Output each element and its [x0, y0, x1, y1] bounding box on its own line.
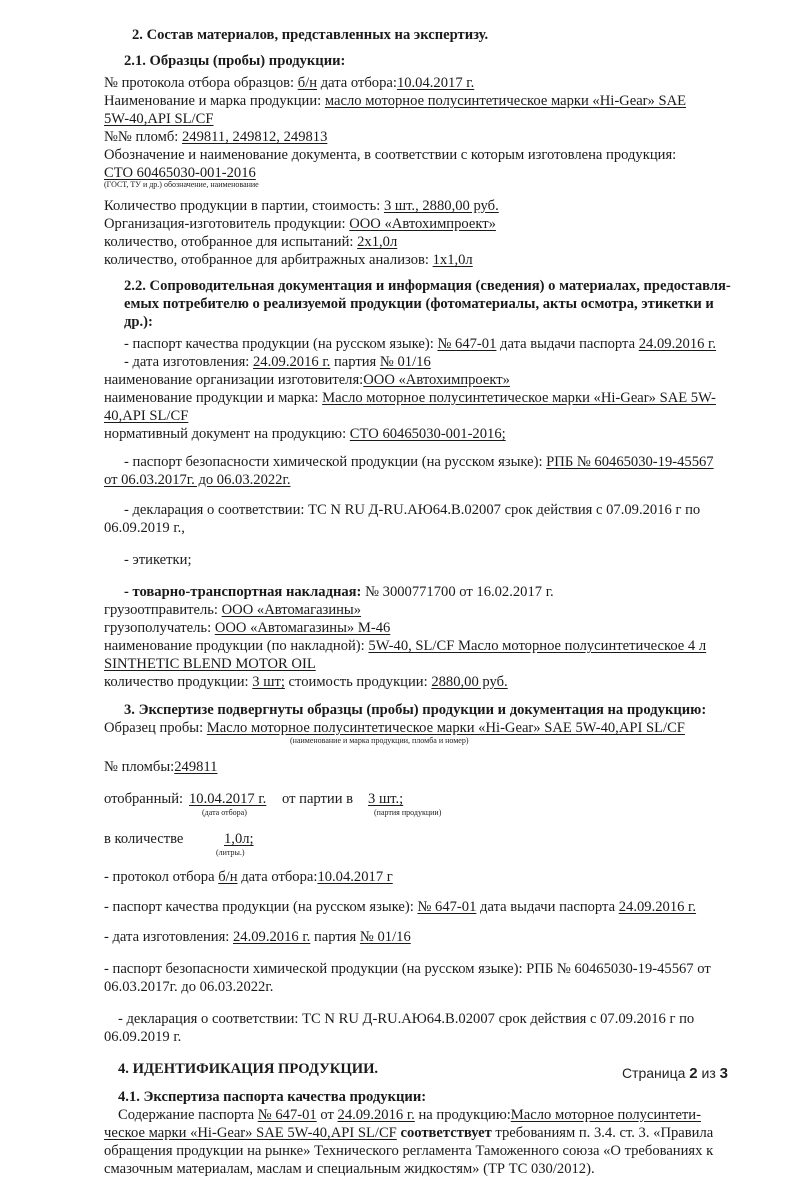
complies-word: соответствует: [400, 1125, 492, 1141]
amount: 1,0л;: [224, 831, 254, 847]
waybill-quantity: 3 шт;: [252, 674, 285, 690]
page-footer: Страница 2 из 3: [621, 1065, 728, 1082]
section-3-title: 3. Экспертизе подвергнуты образцы (пробы) продукции и документация на продукцию:: [124, 702, 707, 718]
amount-line: в количестве 1,0л; (литры.): [104, 831, 254, 857]
manufacturer-org: ООО «Автохимпроект»: [363, 372, 510, 388]
passport-number-3: № 647-01: [417, 899, 477, 915]
safety-passport-line: - паспорт безопасности химической продукции (на русском языке): РПБ № 60465030-19-45567: [124, 454, 714, 470]
passport-content-line-4: смазочным материалам, маслам и специальным жидкостям» (ТР ТС 030/2012).: [104, 1161, 595, 1177]
manufacturer: ООО «Автохимпроект»: [349, 216, 496, 232]
manufacture-date: 24.09.2016 г.: [253, 354, 331, 370]
consignee-line: грузополучатель: ООО «Автомагазины» М-46: [104, 620, 391, 636]
shipper-line: грузоотправитель: ООО «Автомагазины»: [104, 602, 362, 618]
protocol-number-3: б/н: [218, 869, 238, 885]
quality-passport-line-3: - паспорт качества продукции (на русском языке): № 647-01 дата выдачи паспорта 24.09.2016 г.: [104, 899, 697, 915]
manufacture-date-line-3: - дата изготовления: 24.09.2016 г. партия № 01/16: [104, 929, 411, 945]
seal-line: № пломбы:249811: [104, 759, 218, 775]
section-4-1-title: 4.1. Экспертиза паспорта качества продукции:: [118, 1089, 427, 1105]
arbitration-quantity: 1х1,0л: [432, 252, 473, 268]
waybill-quantity-line: количество продукции: 3 шт; стоимость продукции: 2880,00 руб.: [104, 674, 508, 690]
safety-passport-line-3-cont: 06.03.2017г. до 06.03.2022г.: [104, 979, 274, 995]
batch-note: (партия продукции): [374, 808, 442, 817]
section-2-2-title: 2.2. Сопроводительная документация и информация (сведения) о материалах, предоставля-: [124, 278, 731, 294]
manufacturer-org-line: наименование организации изготовителя:ООО «Автохимпроект»: [104, 372, 510, 388]
passport-date-3: 24.09.2016 г.: [618, 899, 697, 915]
waybill-product: 5W-40, SL/CF Масло моторное полусинтетическое 4 л: [368, 638, 707, 654]
seals-line: №№ пломб: 249811, 249812, 249813: [104, 129, 328, 145]
batch-quantity-line: Количество продукции в партии, стоимость: 3 шт., 2880,00 руб.: [104, 198, 499, 214]
safety-passport-line-3: - паспорт безопасности химической продукции (на русском языке): РПБ № 60465030-19-45567 от: [104, 961, 711, 977]
sample-protocol-line: № протокола отбора образцов: б/н дата отбора:10.04.2017 г.: [104, 75, 475, 91]
protocol-date-3: 10.04.2017 г: [317, 869, 393, 885]
section-2-1-title: 2.1. Образцы (пробы) продукции:: [124, 53, 346, 69]
passport-content-line: Содержание паспорта № 647-01 от 24.09.2016 г. на продукцию:Масло моторное полусинтети-: [118, 1107, 701, 1123]
amount-note: (литры.): [216, 848, 245, 857]
section-2-2-title-cont: емых потребителю о реализуемой продукции (фотоматериалы, акты осмотра, этикетки и др.):: [124, 296, 714, 330]
batch-number-3: № 01/16: [359, 929, 411, 945]
protocol-line-3: - протокол отбора б/н дата отбора:10.04.2017 г: [104, 869, 393, 885]
product-brand: Масло моторное полусинтетическое марки «Hi-Gear» SAE 5W-: [322, 390, 716, 406]
seal-numbers: 249811, 249812, 249813: [181, 129, 328, 145]
normative-doc-line: нормативный документ на продукцию: СТО 60465030-001-2016;: [104, 426, 506, 442]
product-name: масло моторное полусинтетическое марки «Hi-Gear» SAE: [324, 93, 687, 109]
declaration-line-cont: 06.09.2019 г.,: [104, 520, 185, 536]
safety-passport-number: РПБ № 60465030-19-45567: [546, 454, 714, 470]
product-name-cont: 5W-40,API SL/CF: [104, 111, 214, 127]
waybill-number: № 3000771700 от 16.02.2017 г.: [365, 584, 554, 600]
passport-number: № 647-01: [437, 336, 497, 352]
protocol-number: б/н: [297, 75, 318, 91]
batch-quantity: 3 шт., 2880,00 руб.: [383, 198, 499, 214]
waybill-cost: 2880,00 руб.: [431, 674, 508, 690]
declaration-line: - декларация о соответствии: ТС N RU Д-RU.АЮ64.В.02007 срок действия с 07.09.2016 г по: [124, 502, 701, 518]
taken-date-note: (дата отбора): [202, 808, 247, 817]
passport-date: 24.09.2016 г.: [638, 336, 717, 352]
taken-date: 10.04.2017 г.: [189, 791, 267, 807]
sample-name: Масло моторное полусинтетическое марки «Hi-Gear» SAE 5W-40,API SL/CF: [206, 720, 685, 736]
manufacture-date-3: 24.09.2016 г.: [233, 929, 311, 945]
standard-doc-note: (ГОСТ, ТУ и др.) обозначение, наименование: [104, 180, 259, 189]
passport-content-line-2: ческое марки «Hi-Gear» SAE 5W-40,API SL/CF соответствует требованиям п. 3.4. ст. 3. «Правила: [104, 1125, 714, 1141]
standard-doc: СТО 60465030-001-2016: [104, 165, 256, 181]
tested-quantity-line: количество, отобранное для испытаний: 2х1,0л: [104, 234, 398, 250]
taken-line: отобранный: 10.04.2017 г. от партии в 3 шт.; (дата отбора) (партия продукции): [104, 791, 442, 817]
page-number: 2: [689, 1065, 698, 1082]
product-name-line: Наименование и марка продукции: масло моторное полусинтетическое марки «Hi-Gear» SAE: [104, 93, 687, 109]
declaration-line-3-cont: 06.09.2019 г.: [104, 1029, 182, 1045]
passport-number-4: № 647-01: [257, 1107, 317, 1123]
sample-line: Образец пробы: Масло моторное полусинтетическое марки «Hi-Gear» SAE 5W-40,API SL/CF: [104, 720, 685, 736]
waybill-product-line: наименование продукции (по накладной): 5W-40, SL/CF Масло моторное полусинтетическое 4 л: [104, 638, 707, 654]
batch-quantity-3: 3 шт.;: [368, 791, 404, 807]
passport-content-line-3: обращения продукции на рынке» Технического регламента Таможенного союза «О требованиях к: [104, 1143, 714, 1159]
seal-number: 249811: [174, 759, 218, 775]
section-2-title: 2. Состав материалов, представленных на экспертизу.: [132, 27, 489, 43]
product-4: Масло моторное полусинтети-: [510, 1107, 701, 1123]
tested-quantity: 2х1,0л: [357, 234, 398, 250]
batch-number: № 01/16: [379, 354, 431, 370]
sample-note: (наименование и марка продукции, пломба и номер): [290, 736, 469, 745]
waybill-product-cont: SINTHETIC BLEND MOTOR OIL: [104, 656, 316, 672]
manufacture-date-line: - дата изготовления: 24.09.2016 г. партия № 01/16: [124, 354, 431, 370]
page-total: 3: [719, 1065, 728, 1082]
quality-passport-line: - паспорт качества продукции (на русском языке): № 647-01 дата выдачи паспорта 24.09.2016 г.: [124, 336, 717, 352]
arbitration-quantity-line: количество, отобранное для арбитражных анализов: 1х1,0л: [104, 252, 473, 268]
standard-doc-label: Обозначение и наименование документа, в соответствии с которым изготовлена продукция:: [104, 147, 677, 163]
manufacturer-line: Организация-изготовитель продукции: ООО «Автохимпроект»: [104, 216, 496, 232]
shipper: ООО «Автомагазины»: [221, 602, 362, 618]
safety-passport-validity: от 06.03.2017г. до 06.03.2022г.: [104, 472, 291, 488]
labels-line: - этикетки;: [124, 552, 192, 568]
section-4-title: 4. ИДЕНТИФИКАЦИЯ ПРОДУКЦИИ.: [118, 1061, 379, 1077]
normative-doc: СТО 60465030-001-2016;: [349, 426, 506, 442]
passport-date-4: 24.09.2016 г.: [337, 1107, 415, 1123]
declaration-line-3: - декларация о соответствии: ТС N RU Д-RU.АЮ64.В.02007 срок действия с 07.09.2016 г по: [118, 1011, 695, 1027]
product-brand-line: наименование продукции и марка: Масло моторное полусинтетическое марки «Hi-Gear» SAE 5W-: [104, 390, 716, 406]
waybill-line: - товарно-транспортная накладная: № 3000771700 от 16.02.2017 г.: [124, 584, 554, 600]
consignee: ООО «Автомагазины» М-46: [214, 620, 391, 636]
sampling-date: 10.04.2017 г.: [396, 75, 475, 91]
product-brand-cont: 40,API SL/CF: [104, 408, 189, 424]
